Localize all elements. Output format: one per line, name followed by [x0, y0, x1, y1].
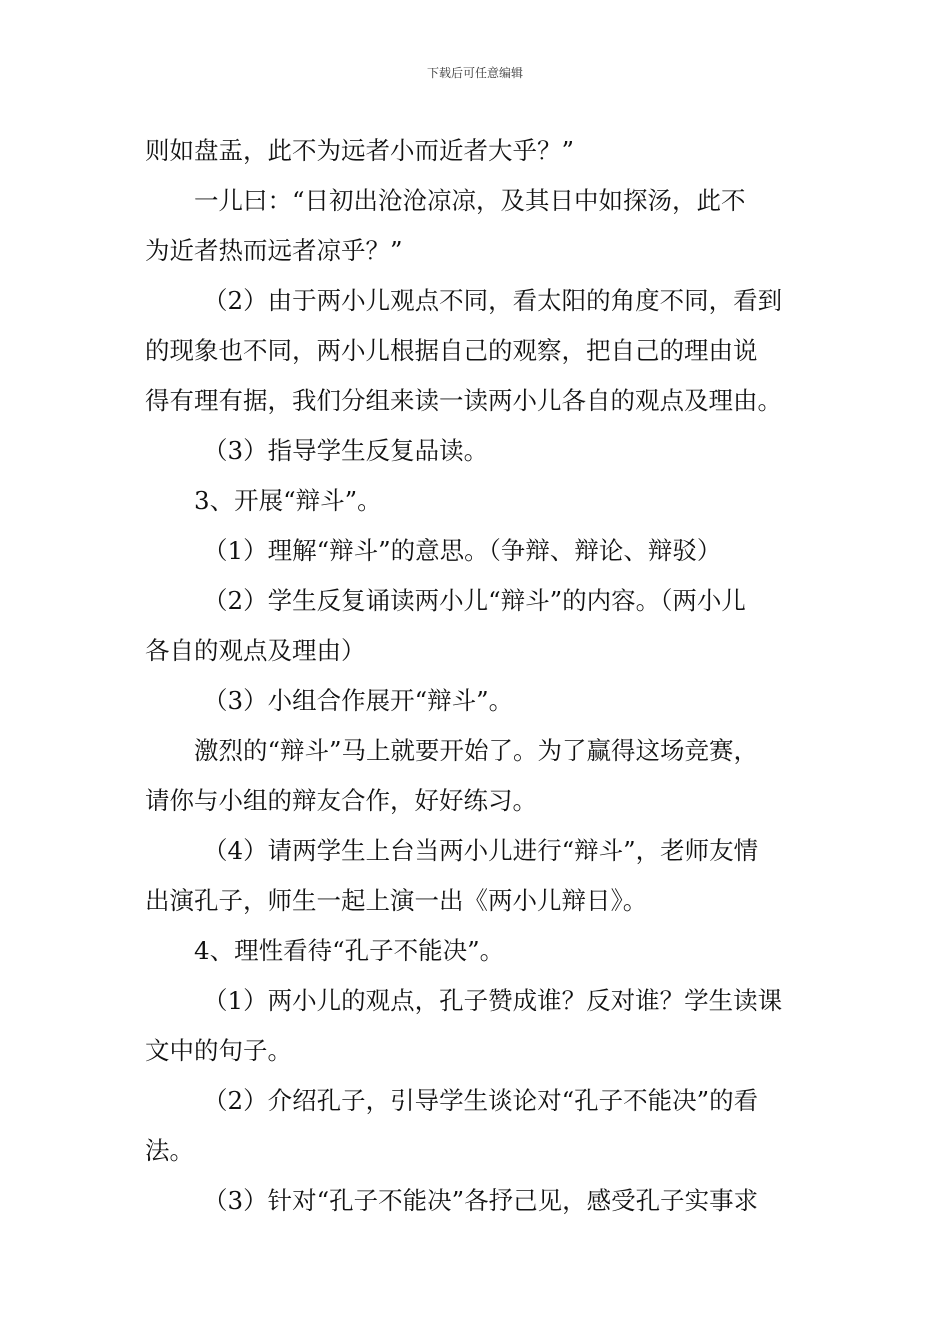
text-line: （2）学生反复诵读两小儿“辩斗”的内容。（两小儿	[203, 586, 746, 615]
text-line: （3）针对“孔子不能决”各抒己见，感受孔子实事求	[203, 1186, 759, 1215]
text-line: 各自的观点及理由）	[145, 636, 366, 665]
text-line: （2）介绍孔子，引导学生谈论对“孔子不能决”的看	[203, 1086, 759, 1115]
text-line: （1）两小儿的观点，孔子赞成谁？反对谁？学生读课	[203, 986, 783, 1015]
document-body	[145, 126, 813, 1226]
text-line: 法。	[145, 1136, 194, 1165]
text-line: 文中的句子。	[145, 1036, 292, 1065]
text-line: 为近者热而远者凉乎？”	[145, 236, 403, 265]
text-line: 出演孔子，师生一起上演一出《两小儿辩日》。	[145, 886, 648, 915]
page-header: 下载后可任意编辑	[426, 66, 523, 80]
text-line: 一儿曰：“日初出沧沧凉凉，及其日中如探汤，此不	[194, 186, 746, 215]
text-line: 请你与小组的辩友合作，好好练习。	[145, 786, 537, 815]
text-line: （2）由于两小儿观点不同，看太阳的角度不同，看到	[203, 286, 783, 315]
text-line: （3）指导学生反复品读。	[203, 436, 489, 465]
text-line: （4）请两学生上台当两小儿进行“辩斗”，老师友情	[203, 836, 759, 865]
text-line: 得有理有据，我们分组来读一读两小儿各自的观点及理由。	[145, 386, 782, 415]
text-line: 的现象也不同，两小儿根据自己的观察，把自己的理由说	[145, 336, 758, 365]
text-line: 4、理性看待“孔子不能决”。	[194, 936, 505, 965]
text-line: （3）小组合作展开“辩斗”。	[203, 686, 514, 715]
text-line: （1）理解“辩斗”的意思。（争辩、辩论、辩驳）	[203, 536, 722, 565]
text-line: 则如盘盂，此不为远者小而近者大乎？”	[145, 136, 575, 165]
text-line: 3、开展“辩斗”。	[194, 486, 382, 515]
text-line: 激烈的“辩斗”马上就要开始了。为了赢得这场竞赛，	[194, 736, 759, 765]
